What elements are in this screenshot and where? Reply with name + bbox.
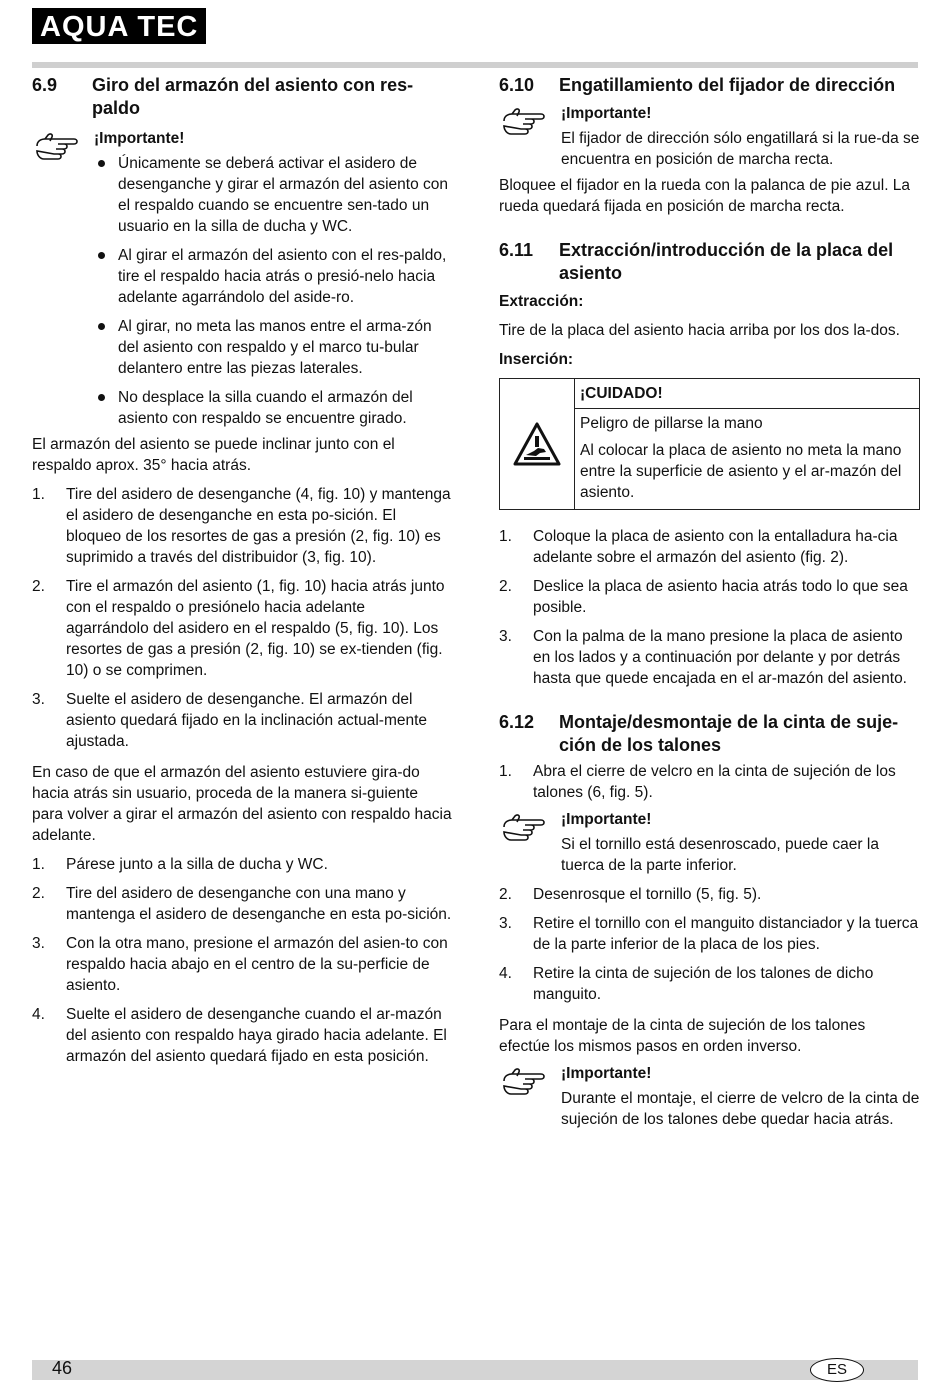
steps-list — [32, 484, 452, 752]
section-title: Engatillamiento del fijador de dirección — [559, 75, 896, 95]
note-title: ¡Importante! — [561, 811, 652, 828]
pointing-hand-icon — [34, 132, 88, 162]
right-column — [499, 74, 920, 1130]
section-number: 6.12 — [499, 712, 535, 732]
pointing-hand-icon — [501, 1067, 555, 1097]
caution-line: Al colocar la placa de asiento no meta la mano entre la superficie de asiento y el ar-mazón del asiento. — [580, 442, 902, 501]
section-6-12-heading — [499, 711, 920, 757]
pointing-hand-icon — [501, 107, 555, 137]
steps-list — [499, 884, 920, 1005]
steps-list — [32, 854, 452, 1067]
step-item: 2. Tire el armazón del asiento (1, fig. 10) hacia atrás junto con el respaldo o presiónelo hacia adelante agarrándolo del asidero en el respaldo (5, fig. 10). Los resortes de gas a presión (2, fig. 10) se ex-tienden (fig. 10) o se comprimen. — [32, 578, 445, 679]
section-title: Montaje/desmontaje de la cinta de suje-ción de los talones — [559, 712, 899, 755]
paragraph: Tire de la placa del asiento hacia arriba por los dos la-dos. — [499, 322, 900, 339]
step-item: 3. Con la otra mano, presione el armazón del asien-to con respaldo hacia abajo en el centro de la su-perficie de asiento. — [32, 935, 448, 994]
warning-bullets — [94, 153, 452, 429]
note-text: Durante el montaje, el cierre de velcro de la cinta de sujeción de los talones debe quedar hacia atrás. — [561, 1090, 920, 1128]
step-item: 2. Desenrosque el tornillo (5, fig. 5). — [499, 886, 762, 903]
paragraph: Bloquee el fijador en la rueda con la palanca de pie azul. La rueda quedará fijada en posición de marcha recta. — [499, 177, 911, 215]
steps-list — [499, 526, 920, 689]
registered-mark: ® — [252, 10, 259, 20]
step-item: 1. Tire del asidero de desenganche (4, fig. 10) y mantenga el asidero de desenganche en esta po-sición. El bloqueo de los resortes de gas a presión (2, fig. 10) es suprimido a través del distribuidor (3, fig. 10). — [32, 486, 451, 566]
left-column — [32, 74, 452, 1067]
paragraph: El armazón del asiento se puede inclinar junto con el respaldo aprox. 35° hacia atrás. — [32, 436, 395, 474]
footer-bar — [32, 1360, 918, 1380]
paragraph: Para el montaje de la cinta de sujeción de los talones efectúe los mismos pasos en orden inverso. — [499, 1017, 866, 1055]
caution-line: Peligro de pillarse la mano — [580, 415, 763, 432]
important-note — [499, 1063, 920, 1130]
paragraph: En caso de que el armazón del asiento estuviere gira-do hacia atrás sin usuario, proceda de la manera si-guiente para volver a girar el armazón del asiento con respaldo hacia adelante. — [32, 764, 452, 844]
steps-list — [499, 761, 920, 803]
section-number: 6.11 — [499, 240, 534, 260]
page-number: 46 — [52, 1358, 73, 1378]
subheading: Extracción: — [499, 293, 584, 310]
section-6-11-heading — [499, 239, 920, 285]
bullet-item: Únicamente se deberá activar el asidero de desenganche y girar el armazón del asiento con el respaldo cuando se encuentre sen-tado un usuario en la silla de ducha y WC. — [94, 153, 452, 237]
hand-crush-warning-icon — [512, 421, 562, 467]
language-badge: ES — [810, 1358, 864, 1382]
step-item: 3. Suelte el asidero de desenganche. El armazón del asiento quedará fijado en la inclinación actual-mente ajustada. — [32, 691, 428, 750]
step-item: 1. Abra el cierre de velcro en la cinta de sujeción de los talones (6, fig. 5). — [499, 763, 896, 801]
brand-logo — [32, 8, 259, 44]
section-6-9-heading — [32, 74, 452, 120]
section-number: 6.9 — [32, 75, 58, 95]
section-6-10-heading — [499, 74, 920, 97]
important-note — [32, 128, 452, 429]
note-title: ¡Importante! — [94, 130, 185, 147]
section-number: 6.10 — [499, 75, 535, 95]
note-title: ¡Importante! — [561, 105, 652, 122]
section-title: Extracción/introducción de la placa del asiento — [559, 240, 894, 283]
caution-box — [499, 378, 920, 510]
caution-content — [575, 379, 919, 509]
important-note — [499, 103, 920, 170]
step-item: 1. Párese junto a la silla de ducha y WC. — [32, 856, 328, 873]
subheading: Inserción: — [499, 351, 574, 368]
step-item: 4. Suelte el asidero de desenganche cuando el ar-mazón del asiento con respaldo haya girado hacia adelante. El armazón del asiento quedará fijado en esta posición. — [32, 1006, 447, 1065]
note-title: ¡Importante! — [561, 1065, 652, 1082]
step-item: 3. Retire el tornillo con el manguito distanciador y la tuerca de la parte inferior de la placa de los pies. — [499, 915, 919, 953]
step-item: 2. Tire del asidero de desenganche con una mano y mantenga el asidero de desenganche en esta po-sición. — [32, 885, 452, 923]
step-item: 3. Con la palma de la mano presione la placa de asiento en los lados y a continuación por delante y por detrás hasta que quede encajada en el ar-mazón del asiento. — [499, 628, 907, 687]
caution-icon-cell — [500, 379, 575, 509]
brand-name: AQUA TEC — [32, 8, 206, 44]
step-item: 4. Retire la cinta de sujeción de los talones de dicho manguito. — [499, 965, 874, 1003]
section-title: Giro del armazón del asiento con res-paldo — [92, 75, 414, 118]
step-item: 1. Coloque la placa de asiento con la entalladura ha-cia adelante sobre el armazón del asiento (fig. 2). — [499, 528, 898, 566]
step-item: 2. Deslice la placa de asiento hacia atrás todo lo que sea posible. — [499, 578, 908, 616]
pointing-hand-icon — [501, 813, 555, 843]
header-rule — [32, 62, 918, 68]
note-text: El fijador de dirección sólo engatillará si la rue-da se encuentra en posición de marcha recta. — [561, 130, 920, 168]
note-text: Si el tornillo está desenroscado, puede caer la tuerca de la parte inferior. — [561, 836, 879, 874]
bullet-item: No desplace la silla cuando el armazón del asiento con respaldo se encuentre girado. — [94, 387, 452, 429]
bullet-item: Al girar el armazón del asiento con el res-paldo, tire el respaldo hacia atrás o presió-nelo hacia adelante agarrándolo del aside-ro. — [94, 245, 452, 308]
bullet-item: Al girar, no meta las manos entre el arma-zón del asiento con respaldo y el marco tu-bular delantero entre las piezas laterales. — [94, 316, 452, 379]
caution-title: ¡CUIDADO! — [575, 379, 919, 409]
important-note — [499, 809, 920, 876]
